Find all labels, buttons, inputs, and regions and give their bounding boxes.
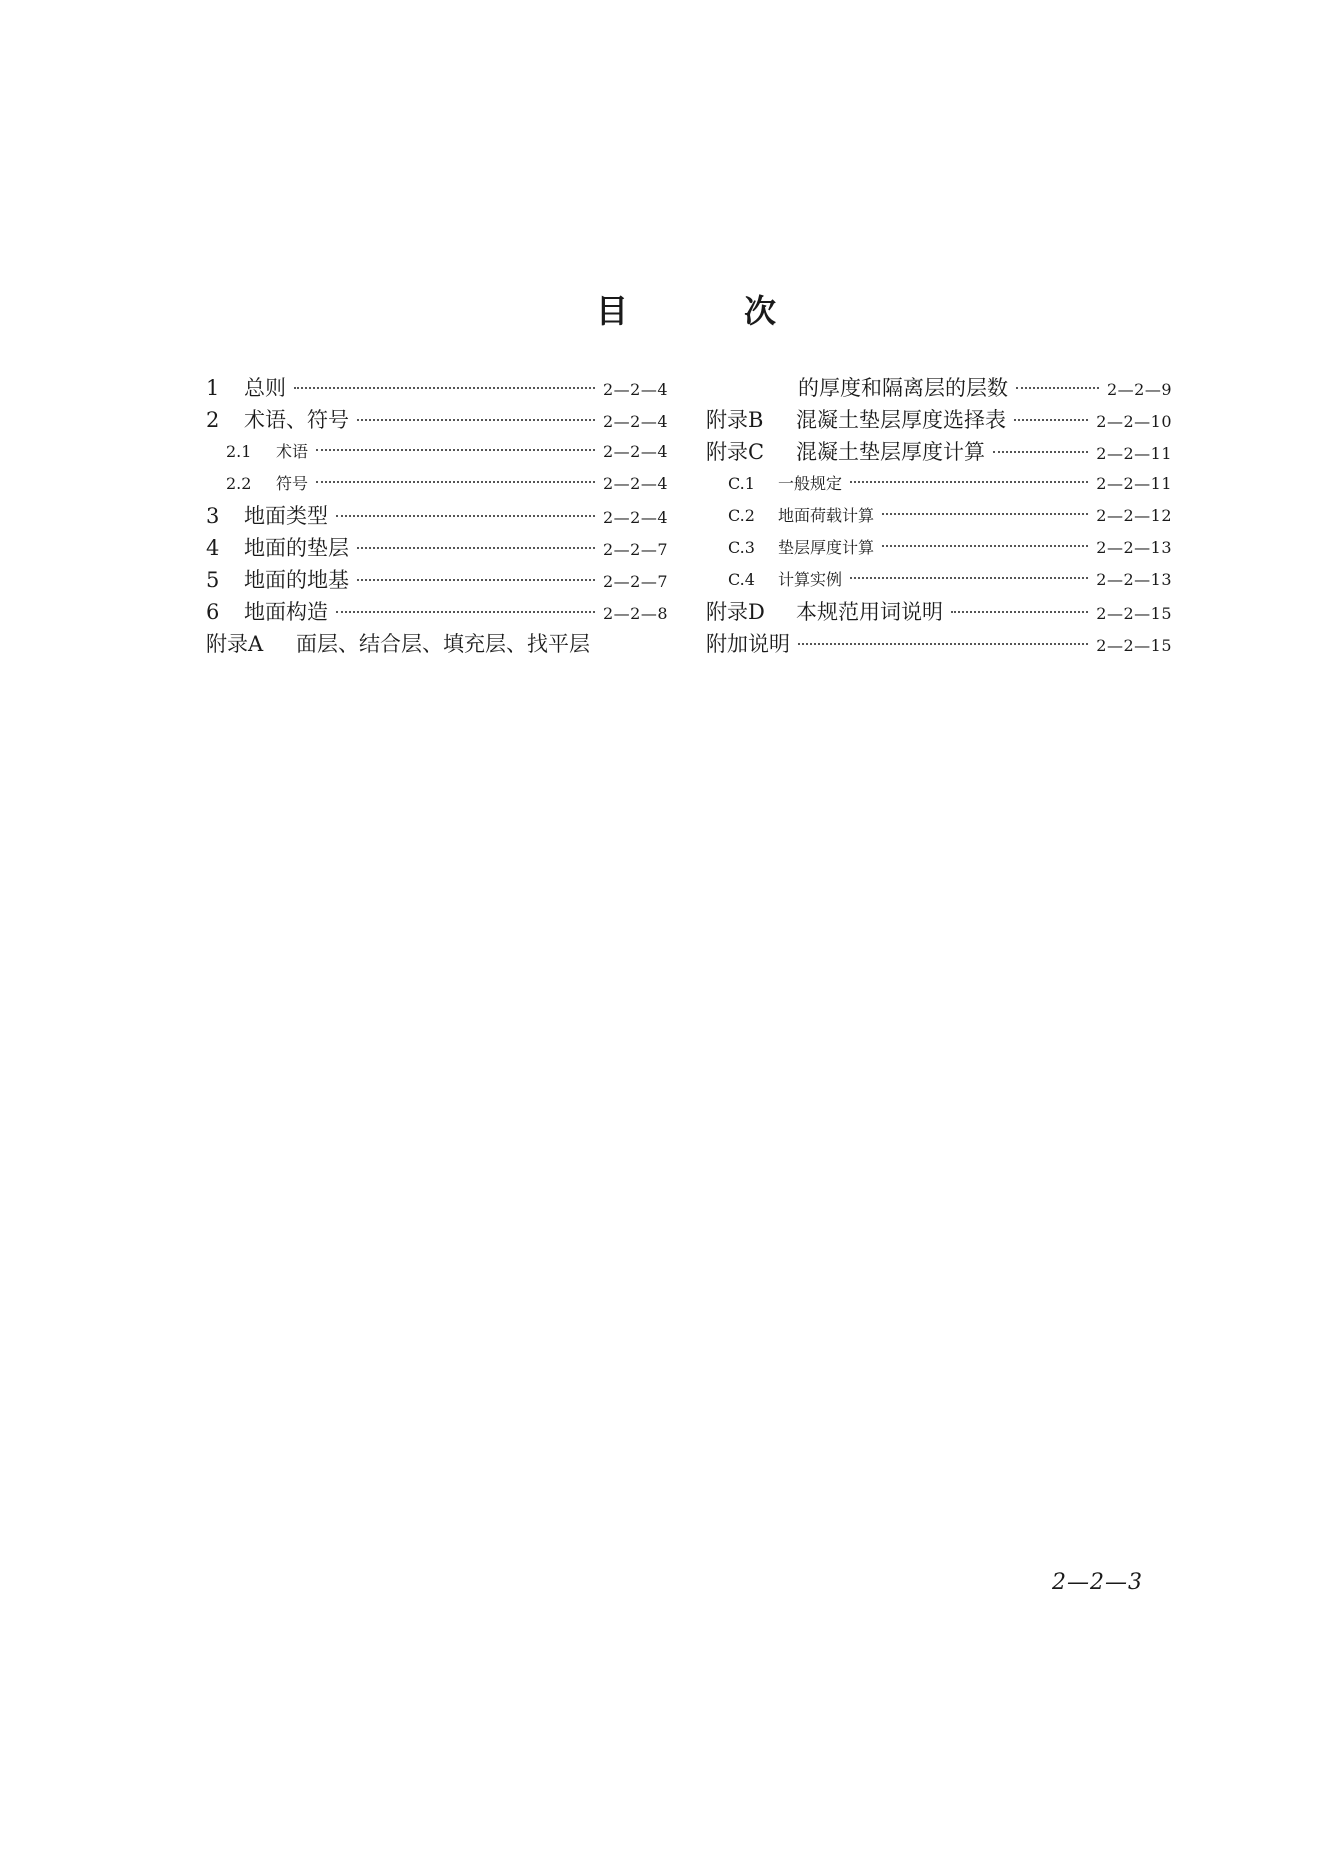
toc-entry-label: 垫层厚度计算 [778, 538, 875, 557]
toc-entry[interactable] [206, 500, 668, 532]
dot-leader [1016, 387, 1099, 389]
toc-entry-number: 5 [206, 568, 220, 592]
dot-leader [294, 387, 595, 389]
toc-entry-page: 2—2—12 [1096, 506, 1172, 525]
page-number: 2—2—3 [1052, 1570, 1143, 1595]
toc-appendix-entry[interactable] [706, 436, 1172, 468]
dot-leader [951, 611, 1088, 613]
page-title-char-2: 次 [743, 292, 776, 330]
toc-entry-number: C.2 [728, 506, 755, 525]
toc-entry-page: 2—2—15 [1096, 604, 1172, 623]
dot-leader [357, 547, 595, 549]
toc-entry-label: 混凝土垫层厚度选择表 [796, 408, 1006, 432]
toc-entry-number: 3 [206, 504, 220, 528]
toc-appendix-entry[interactable] [706, 404, 1172, 436]
toc-entry-label: 符号 [276, 474, 309, 493]
toc-entry-continuation[interactable] [706, 372, 1172, 404]
toc-entry-page: 2—2—7 [602, 540, 668, 559]
toc-right-column [706, 372, 1172, 660]
toc-entry-label: 本规范用词说明 [796, 600, 943, 624]
toc-entry-label: 混凝土垫层厚度计算 [796, 440, 985, 464]
toc-entry-number: C.4 [728, 570, 755, 589]
dot-leader [850, 481, 1088, 483]
toc-appendix-entry[interactable] [706, 596, 1172, 628]
toc-entry-number: 6 [206, 600, 220, 624]
page-title [596, 286, 776, 332]
toc-entry-label: 地面的地基 [244, 568, 349, 592]
toc-entry-number: C.1 [728, 474, 755, 493]
dot-leader [336, 611, 595, 613]
dot-leader [357, 419, 595, 421]
toc-entry-page: 2—2—13 [1096, 538, 1172, 557]
dot-leader [798, 643, 1088, 645]
toc-entry[interactable] [206, 596, 668, 628]
toc-subentry[interactable] [206, 436, 668, 468]
toc-entry[interactable] [706, 628, 1172, 660]
toc-entry[interactable] [206, 404, 668, 436]
toc-appendix-entry[interactable] [206, 628, 668, 660]
toc-subentry[interactable] [706, 468, 1172, 500]
toc-entry-number: 附录A [206, 632, 264, 656]
toc-entry-page: 2—2—8 [602, 604, 668, 623]
toc-entry-page: 2—2—11 [1096, 444, 1172, 463]
toc-entry[interactable] [206, 564, 668, 596]
dot-leader [850, 577, 1088, 579]
toc-entry-number: 附录B [706, 408, 764, 432]
toc-entry-label: 地面构造 [244, 600, 328, 624]
toc-entry-number: 4 [206, 536, 220, 560]
toc-entry-label: 术语 [276, 442, 309, 461]
toc-entry[interactable] [206, 532, 668, 564]
toc-entry-page: 2—2—4 [602, 474, 668, 493]
toc-entry-label: 总则 [244, 376, 286, 400]
toc-entry-label: 一般规定 [778, 474, 843, 493]
toc-entry-label: 术语、符号 [244, 408, 349, 432]
dot-leader [336, 515, 595, 517]
toc-subentry[interactable] [206, 468, 668, 500]
dot-leader [882, 513, 1088, 515]
toc-entry[interactable] [206, 372, 668, 404]
toc-entry-label: 计算实例 [778, 570, 843, 589]
dot-leader [882, 545, 1088, 547]
dot-leader [316, 481, 595, 483]
toc-entry-page: 2—2—7 [602, 572, 668, 591]
toc-subentry[interactable] [706, 564, 1172, 596]
toc-entry-label: 面层、结合层、填充层、找平层 [296, 632, 590, 656]
toc-entry-label: 地面的垫层 [244, 536, 349, 560]
toc-entry-label: 地面荷载计算 [778, 506, 875, 525]
toc-entry-number: C.3 [728, 538, 755, 557]
toc-entry-label: 的厚度和隔离层的层数 [798, 376, 1008, 400]
toc-entry-number: 1 [206, 376, 220, 400]
toc-entry-page: 2—2—9 [1106, 380, 1172, 399]
toc-entry-page: 2—2—4 [602, 442, 668, 461]
toc-subentry[interactable] [706, 532, 1172, 564]
toc-entry-page: 2—2—4 [602, 508, 668, 527]
toc-entry-number: 2.2 [226, 474, 252, 493]
toc-entry-page: 2—2—13 [1096, 570, 1172, 589]
toc-entry-label: 附加说明 [706, 632, 790, 656]
toc-entry-page: 2—2—10 [1096, 412, 1172, 431]
toc-entry-page: 2—2—15 [1096, 636, 1172, 655]
toc-entry-page: 2—2—11 [1096, 474, 1172, 493]
toc-left-column [206, 372, 668, 660]
dot-leader [316, 449, 595, 451]
toc-entry-number: 2 [206, 408, 220, 432]
dot-leader [1014, 419, 1088, 421]
toc-entry-number: 附录D [706, 600, 765, 624]
toc-entry-page: 2—2—4 [602, 412, 668, 431]
dot-leader [993, 451, 1088, 453]
toc-entry-page: 2—2—4 [602, 380, 668, 399]
toc-subentry[interactable] [706, 500, 1172, 532]
dot-leader [357, 579, 595, 581]
toc-entry-number: 2.1 [226, 442, 252, 461]
page-title-char-1: 目 [596, 292, 629, 330]
toc-entry-label: 地面类型 [244, 504, 328, 528]
toc-entry-number: 附录C [706, 440, 765, 464]
